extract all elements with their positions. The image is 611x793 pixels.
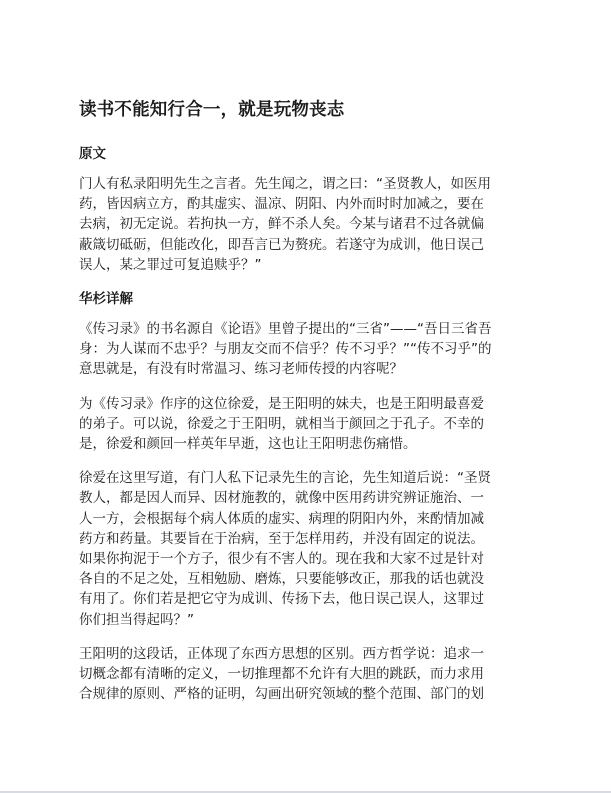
text-line: 蔽箴切砥砺，但能改化，即吾言已为赘疣。若遂守为成训，他日误己: [79, 236, 484, 253]
article-title: 读书不能知行合一，就是玩物丧志: [79, 100, 345, 120]
text-line: 王阳明的这段话，正体现了东西方思想的区别。西方哲学说：追求一: [79, 645, 484, 662]
commentary-paragraph-2: [79, 394, 533, 455]
text-line: 去病，初无定说。若拘执一方，鲜不杀人矣。今某与诸君不过各就偏: [79, 216, 484, 233]
text-line: 门人有私录阳明先生之言者。先生闻之，谓之曰：“圣贤教人，如医用: [79, 176, 491, 192]
text-line: 药方和药量。其要旨在于治病，至于怎样用药，并没有固定的说法。: [79, 530, 484, 547]
text-line: 误人，某之罪过可复追赎乎？”: [79, 256, 262, 273]
text-line: 是，徐爱和颜回一样英年早逝，这也让王阳明悲伤痛惜。: [79, 436, 417, 453]
text-line: 药，皆因病立方，酌其虚实、温凉、阴阳、内外而时时加减之，要在: [79, 196, 484, 213]
commentary-paragraph-3: [79, 468, 533, 630]
text-line: 如果你拘泥于一个方子，很少有不害人的。现在我和大家不过是针对: [79, 551, 484, 568]
text-line: 切概念都有清晰的定义，一切推理都不允许有大胆的跳跃，而力求用: [79, 666, 484, 683]
section-heading-commentary: 华杉详解: [79, 291, 133, 308]
text-line: 人一方，会根据每个病人体质的虚实、病理的阴阳内外，来酌情加减: [79, 510, 484, 527]
text-line: 徐爱在这里写道，有门人私下记录先生的言论，先生知道后说：“圣贤: [79, 470, 491, 487]
text-line: 有用了。你们若是把它守为成训、传扬下去，他日误己误人，这罪过: [79, 591, 484, 608]
commentary-paragraph-4: [79, 644, 533, 705]
original-text-paragraph: [79, 174, 533, 275]
text-line: 各自的不足之处，互相勉励、磨炼，只要能够改正，那我的话也就没: [79, 571, 484, 588]
text-line: 为《传习录》作序的这位徐爱，是王阳明的妹夫，也是王阳明最喜爱: [79, 395, 484, 412]
text-line: 《传习录》的书名源自《论语》里曾子提出的“三省”——“吾日三省吾: [79, 321, 492, 338]
commentary-paragraph-1: [79, 319, 533, 380]
text-line: 身：为人谋而不忠乎？与朋友交而不信乎？传不习乎？”“传不习乎”的: [79, 341, 492, 358]
text-line: 合规律的原则、严格的证明，勾画出研究领域的整个范围、部门的划: [79, 686, 484, 703]
text-line: 的弟子。可以说，徐爱之于王阳明，就相当于颜回之于孔子。不幸的: [79, 415, 484, 432]
section-heading-original: 原文: [79, 146, 106, 162]
text-line: 意思就是，有没有时常温习、练习老师传授的内容呢？: [79, 361, 403, 378]
text-line: 教人，都是因人而异、因材施教的，就像中医用药讲究辨证施治、一: [79, 490, 484, 507]
text-line: 你们担当得起吗？”: [79, 611, 194, 628]
